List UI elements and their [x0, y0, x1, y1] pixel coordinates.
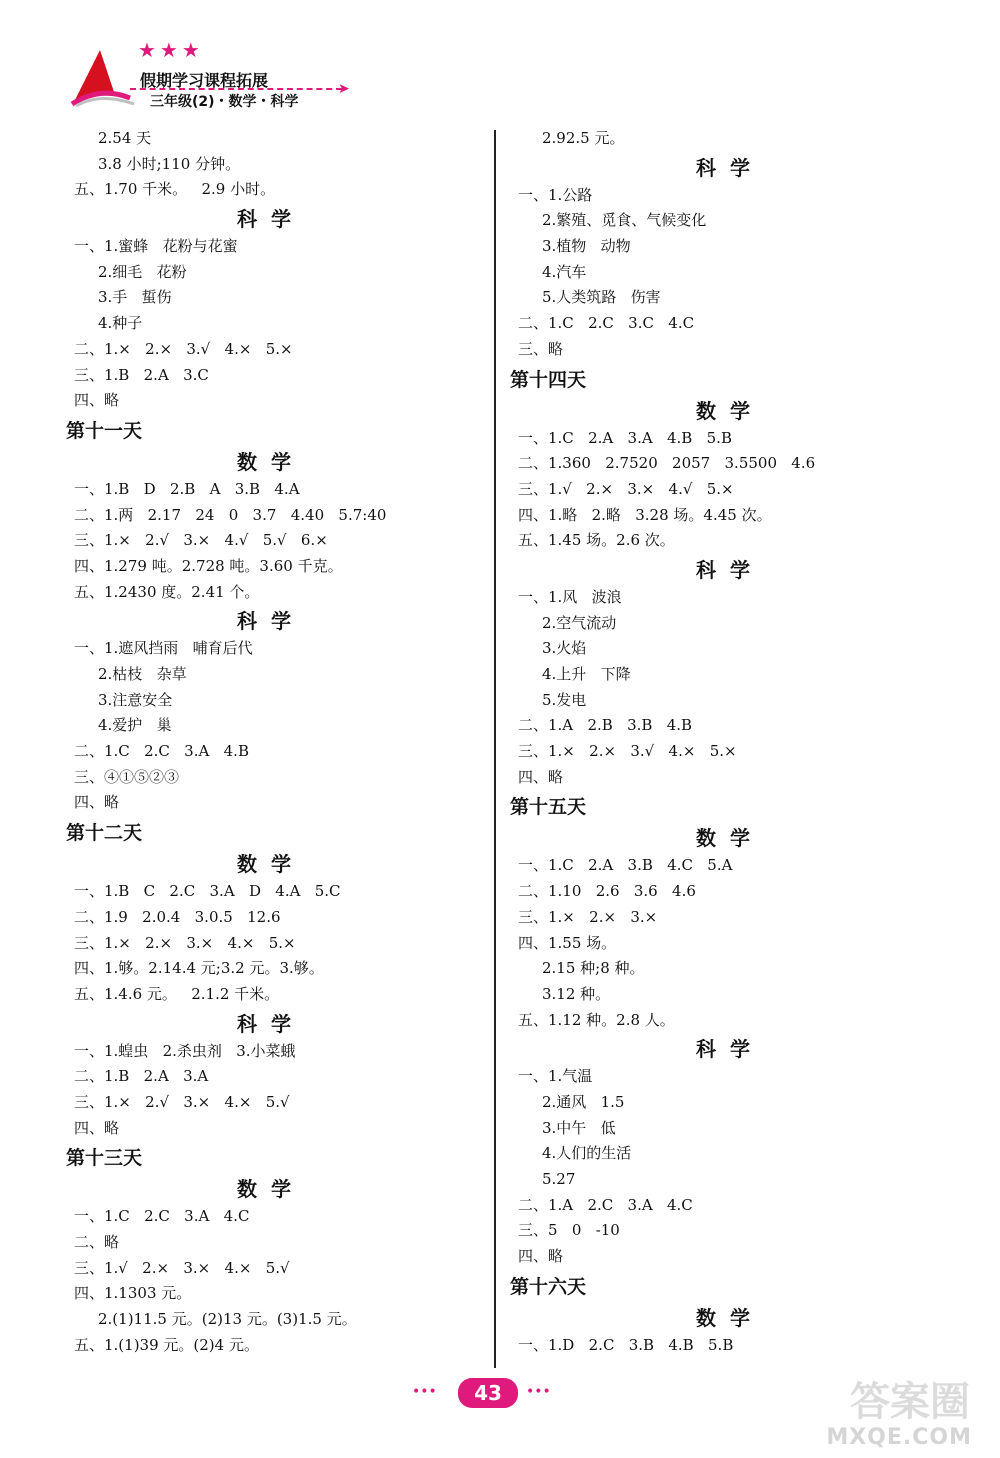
header-dashed-line: [130, 88, 342, 90]
subject-heading: 数学: [696, 1305, 764, 1330]
answer-line: 四、略: [74, 391, 120, 410]
answer-line: 2.15 种;8 种。: [542, 959, 645, 978]
subject-heading: 科学: [696, 1037, 764, 1062]
watermark-logo: 答案圈: [850, 1379, 970, 1425]
answer-line: 二、1.A 2.B 3.B 4.B: [518, 716, 693, 735]
answer-line: 2.54 天: [98, 129, 152, 147]
column-divider: [494, 130, 496, 1368]
answer-line: 4.爱护 巢: [98, 716, 172, 735]
answer-line: 四、1.1303 元。: [74, 1284, 192, 1303]
answer-line: 五、1.45 场。2.6 次。: [518, 531, 675, 550]
answer-line: 一、1.蜜蜂 花粉与花蜜: [74, 237, 238, 256]
answer-line: 2.92.5 元。: [542, 129, 625, 147]
answer-line: 五、1.70 千米。 2.9 小时。: [74, 180, 276, 199]
footer-dots-right: •••: [526, 1384, 551, 1400]
answer-line: 3.火焰: [542, 639, 587, 658]
answer-line: 5.人类筑路 伤害: [542, 288, 661, 307]
page-header: [60, 38, 360, 108]
answer-line: 三、略: [518, 339, 564, 358]
day-heading: 第十二天: [66, 822, 143, 845]
answer-line: 四、1.55 场。: [518, 933, 617, 952]
answer-line: 三、1.B 2.A 3.C: [74, 365, 209, 384]
answer-line: 五、1.(1)39 元。(2)4 元。: [74, 1335, 259, 1354]
day-heading: 第十五天: [510, 796, 587, 819]
answer-line: 四、1.略 2.略 3.28 场。4.45 次。: [518, 505, 772, 524]
watermark-site: MXQE.COM: [826, 1425, 972, 1450]
answer-line: 四、略: [518, 1247, 564, 1266]
answer-line: 3.手 蜇伤: [98, 288, 172, 307]
answer-line: 一、1.D 2.C 3.B 4.B 5.B: [518, 1335, 734, 1354]
answer-line: 二、1.两 2.17 24 0 3.7 4.40 5.7:40: [74, 505, 387, 524]
answer-line: 二、1.10 2.6 3.6 4.6: [518, 882, 696, 901]
answer-line: 3.植物 动物: [542, 237, 631, 256]
answer-line: 二、1.× 2.× 3.√ 4.× 5.×: [74, 339, 293, 358]
answer-line: 四、1.279 吨。2.728 吨。3.60 千克。: [74, 556, 343, 575]
subject-heading: 科学: [696, 155, 764, 180]
answer-line: 三、1.√ 2.× 3.× 4.× 5.√: [74, 1258, 290, 1277]
right-answer-column: [510, 126, 950, 1358]
subject-heading: 科学: [237, 609, 305, 634]
answer-line: 二、略: [74, 1233, 120, 1251]
answer-line: 3.12 种。: [542, 984, 611, 1003]
answer-line: 二、1.C 2.C 3.A 4.B: [74, 742, 249, 761]
answer-line: 4.上升 下降: [542, 665, 631, 683]
answer-line: 3.注意安全: [98, 690, 173, 709]
answer-line: 五、1.2430 度。2.41 个。: [74, 582, 260, 601]
subject-heading: 数学: [696, 826, 764, 851]
answer-line: 四、略: [518, 767, 564, 786]
answer-line: 二、1.C 2.C 3.C 4.C: [518, 314, 695, 333]
answer-line: 3.中午 低: [542, 1118, 616, 1137]
arrow-icon: ➤: [338, 81, 350, 97]
answer-line: 二、1.A 2.C 3.A 4.C: [518, 1195, 693, 1214]
page-number: 43: [458, 1378, 518, 1408]
subject-heading: 科学: [696, 557, 764, 582]
footer-dots-left: •••: [412, 1384, 437, 1400]
answer-line: 四、1.够。2.14.4 元;3.2 元。3.够。: [74, 959, 324, 978]
answer-line: 三、1.× 2.× 3.√ 4.× 5.×: [518, 742, 737, 761]
answer-line: 二、1.9 2.0.4 3.0.5 12.6: [74, 907, 281, 926]
answer-line: 5.发电: [542, 690, 587, 709]
answer-line: 三、1.× 2.× 3.×: [518, 907, 658, 926]
answer-line: 一、1.蝗虫 2.杀虫剂 3.小菜蛾: [74, 1041, 296, 1060]
subject-heading: 数学: [237, 1177, 305, 1202]
answer-line: 一、1.风 波浪: [518, 587, 622, 606]
subject-heading: 数学: [237, 852, 305, 877]
answer-line: 4.人们的生活: [542, 1144, 632, 1163]
subject-heading: 科学: [237, 1011, 305, 1036]
answer-line: 三、④①⑤②③: [74, 767, 180, 786]
answer-line: 2.(1)11.5 元。(2)13 元。(3)1.5 元。: [98, 1310, 357, 1329]
answer-line: 二、1.B 2.A 3.A: [74, 1067, 209, 1086]
header-title: 假期学习课程拓展: [140, 71, 269, 90]
answer-line: 四、略: [74, 1118, 120, 1137]
answer-line: 2.空气流动: [542, 613, 617, 632]
stars-decoration: ★★★: [138, 38, 204, 62]
day-heading: 第十六天: [510, 1275, 587, 1298]
answer-line: 一、1.B C 2.C 3.A D 4.A 5.C: [74, 882, 341, 901]
page-footer: [412, 1378, 570, 1412]
answer-line: 五、1.4.6 元。 2.1.2 千米。: [74, 984, 280, 1003]
answer-line: 3.8 小时;110 分钟。: [98, 154, 241, 173]
answer-line: 三、1.√ 2.× 3.× 4.√ 5.×: [518, 479, 734, 498]
answer-line: 5.27: [542, 1170, 576, 1188]
answer-line: 一、1.C 2.C 3.A 4.C: [74, 1207, 250, 1226]
answer-line: 4.种子: [98, 314, 143, 333]
book-logo-icon: [70, 46, 140, 108]
answer-line: 2.通风 1.5: [542, 1092, 625, 1111]
answer-line: 一、1.公路: [518, 185, 593, 204]
answer-line: 三、1.× 2.√ 3.× 4.× 5.√: [74, 1092, 290, 1111]
answer-line: 二、1.360 2.7520 2057 3.5500 4.6: [518, 454, 816, 473]
answer-line: 4.汽车: [542, 262, 587, 281]
header-subtitle: 三年级(2)・数学・科学: [150, 94, 299, 110]
answer-line: 2.枯枝 杂草: [98, 665, 187, 683]
answer-line: 一、1.遮风挡雨 哺育后代: [74, 639, 253, 658]
day-heading: 第十一天: [66, 419, 143, 442]
day-heading: 第十三天: [66, 1147, 143, 1170]
answer-line: 三、1.× 2.√ 3.× 4.√ 5.√ 6.×: [74, 531, 328, 550]
subject-heading: 科学: [237, 207, 305, 232]
answer-line: 2.细毛 花粉: [98, 262, 187, 281]
answer-line: 四、略: [74, 793, 120, 812]
day-heading: 第十四天: [510, 368, 587, 391]
answer-line: 三、5 0 -10: [518, 1221, 620, 1240]
answer-line: 2.繁殖、觅食、气候变化: [542, 211, 707, 230]
watermark: [790, 1370, 980, 1450]
subject-heading: 数学: [237, 449, 305, 474]
subject-heading: 数学: [696, 398, 764, 423]
answer-line: 一、1.C 2.A 3.A 4.B 5.B: [518, 428, 732, 447]
answer-line: 一、1.B D 2.B A 3.B 4.A: [74, 479, 300, 498]
left-answer-column: [66, 126, 476, 1358]
answer-line: 三、1.× 2.× 3.× 4.× 5.×: [74, 933, 296, 952]
answer-line: 五、1.12 种。2.8 人。: [518, 1010, 675, 1029]
answer-line: 一、1.C 2.A 3.B 4.C 5.A: [518, 856, 733, 875]
answer-line: 一、1.气温: [518, 1067, 593, 1086]
